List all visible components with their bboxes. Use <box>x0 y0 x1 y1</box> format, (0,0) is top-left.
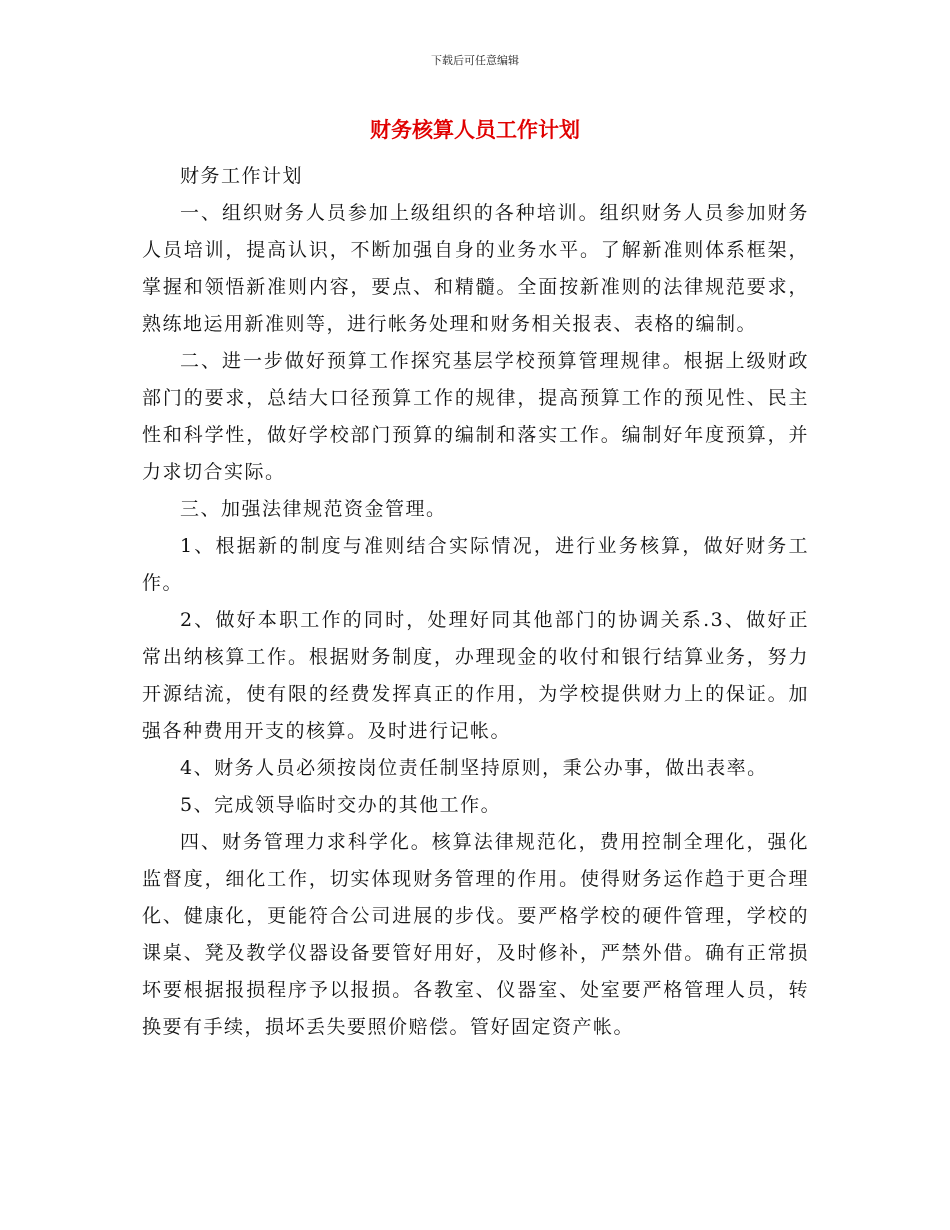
paragraph-section-one: 一、组织财务人员参加上级组织的各种培训。组织财务人员参加财务人员培训，提高认识，不断加强自身的业务水平。了解新准则体系框架，掌握和领悟新准则内容，要点、和精髓。全面按新准则的法律规范要求，熟练地运用新准则等，进行帐务处理和财务相关报表、表格的编制。 <box>142 202 809 335</box>
document-title: 财务核算人员工作计划 <box>370 118 580 142</box>
paragraph-item-5: 5、完成领导临时交办的其他工作。 <box>180 794 502 816</box>
paragraph-item-2-3: 2、做好本职工作的同时，处理好同其他部门的协调关系.3、做好正常出纳核算工作。根据财务制度，办理现金的收付和银行结算业务，努力开源结流，使有限的经费发挥真正的作用，为学校提供财力上的保证。加强各种费用开支的核算。及时进行记帐。 <box>142 609 809 742</box>
paragraph-item-4: 4、财务人员必须按岗位责任制坚持原则，秉公办事，做出表率。 <box>180 757 768 779</box>
page-header-note: 下载后可任意编辑 <box>431 54 519 67</box>
paragraph-section-two: 二、进一步做好预算工作探究基层学校预算管理规律。根据上级财政部门的要求，总结大口径预算工作的规律，提高预算工作的预见性、民主性和科学性，做好学校部门预算的编制和落实工作。编制好年度预算，并力求切合实际。 <box>142 350 809 483</box>
paragraph-section-four: 四、财务管理力求科学化。核算法律规范化，费用控制全理化，强化监督度，细化工作，切实体现财务管理的作用。使得财务运作趋于更合理化、健康化，更能符合公司进展的步伐。要严格学校的硬件管理，学校的课桌、凳及教学仪器设备要管好用好，及时修补，严禁外借。确有正常损坏要根据报损程序予以报损。各教室、仪器室、处室要严格管理人员，转换要有手续，损坏丢失要照价赔偿。管好固定资产帐。 <box>142 831 809 1038</box>
paragraph-section-three: 三、加强法律规范资金管理。 <box>180 498 447 520</box>
paragraph-item-1: 1、根据新的制度与准则结合实际情况，进行业务核算，做好财务工作。 <box>142 535 809 594</box>
document-body <box>142 158 809 1046</box>
paragraph-plan-heading: 财务工作计划 <box>180 165 304 187</box>
